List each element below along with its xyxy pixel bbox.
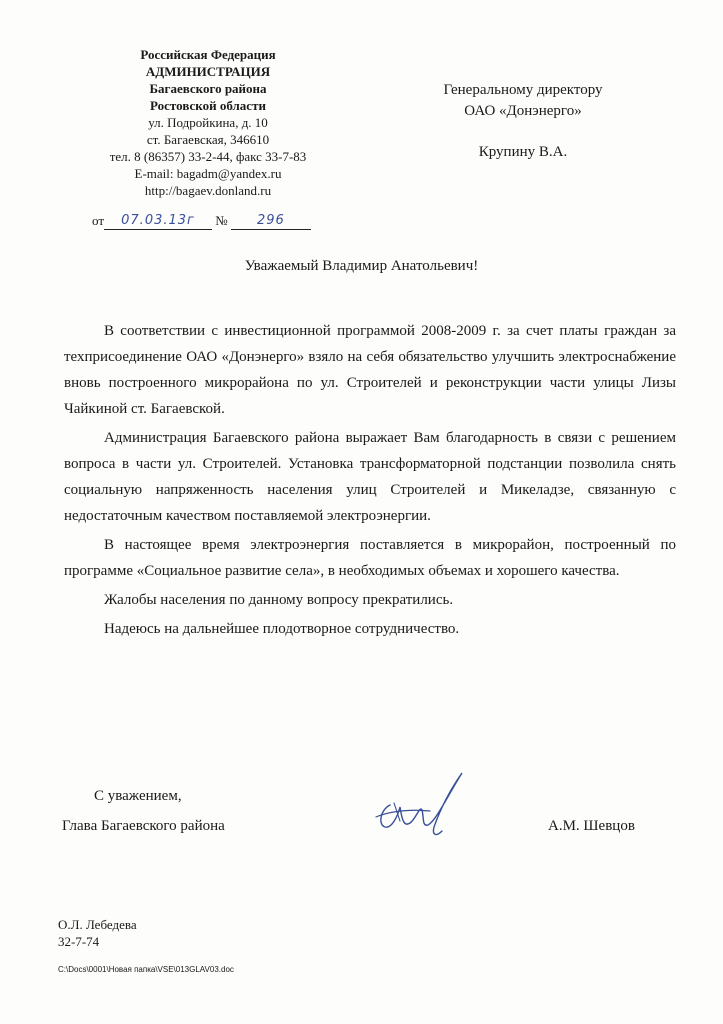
sender-country: Российская Федерация	[140, 47, 276, 62]
sender-city: ст. Багаевская, 346610	[146, 132, 270, 147]
handwritten-signature	[370, 765, 480, 845]
paragraph: В настоящее время электроэнергия поставляется в микрорайон, построенный по программе «Социальное развитие села», в необходимых объемах и хорошего качества.	[64, 537, 676, 579]
signer-position: Глава Багаевского района	[62, 818, 225, 834]
executor-block	[58, 916, 137, 950]
outgoing-reference	[92, 212, 322, 230]
sender-district: Багаевского района	[149, 81, 267, 96]
sender-phone: тел. 8 (86357) 33-2-44, факс 33-7-83	[109, 149, 307, 164]
date-value: 07.03.13г	[104, 212, 212, 230]
sender-email: E-mail: bagadm@yandex.ru	[134, 166, 282, 181]
date-label: от	[92, 213, 105, 228]
number-value: 296	[231, 212, 311, 230]
paragraph: Надеюсь на дальнейшее плодотворное сотрудничество.	[104, 621, 460, 637]
sender-org: АДМИНИСТРАЦИЯ	[145, 64, 271, 79]
paragraph: Администрация Багаевского района выражает Вам благодарность в связи с решением вопроса в части ул. Строителей. Установка трансформаторной подстанции позволила снять социальную напряженность населения улиц Строителей и Микеладзе, связанную с недостаточным качеством поставляемой электроэнергии.	[64, 430, 676, 524]
executor-phone: 32-7-74	[58, 934, 100, 949]
sender-block	[88, 46, 328, 199]
recipient-position: Генеральному директору	[443, 82, 603, 98]
paragraph: Жалобы населения по данному вопросу прекратились.	[104, 592, 454, 608]
recipient-block	[408, 80, 638, 163]
sender-region: Ростовской области	[150, 98, 266, 113]
recipient-name: Крупину В.А.	[478, 144, 568, 160]
number-label: №	[215, 213, 228, 228]
signer-name: А.М. Шевцов	[548, 818, 635, 834]
executor-name: О.Л. Лебедева	[58, 917, 137, 932]
recipient-company: ОАО «Донэнерго»	[464, 103, 582, 119]
file-path: C:\Docs\0001\Новая папка\VSE\013GLAV03.doc	[58, 965, 234, 974]
sender-web: http://bagaev.donland.ru	[144, 183, 272, 198]
letter-body	[64, 318, 676, 645]
sender-street: ул. Подройкина, д. 10	[148, 115, 268, 130]
paragraph: В соответствии с инвестиционной программой 2008-2009 г. за счет платы граждан за техприсоединение ОАО «Донэнерго» взяло на себя обязательство улучшить электроснабжение вновь построенного микрорайона по ул. Строителей и реконструкции части улицы Лизы Чайкиной ст. Багаевской.	[64, 323, 676, 417]
closing-regards: С уважением,	[94, 788, 182, 804]
salutation: Уважаемый Владимир Анатольевич!	[244, 258, 479, 274]
